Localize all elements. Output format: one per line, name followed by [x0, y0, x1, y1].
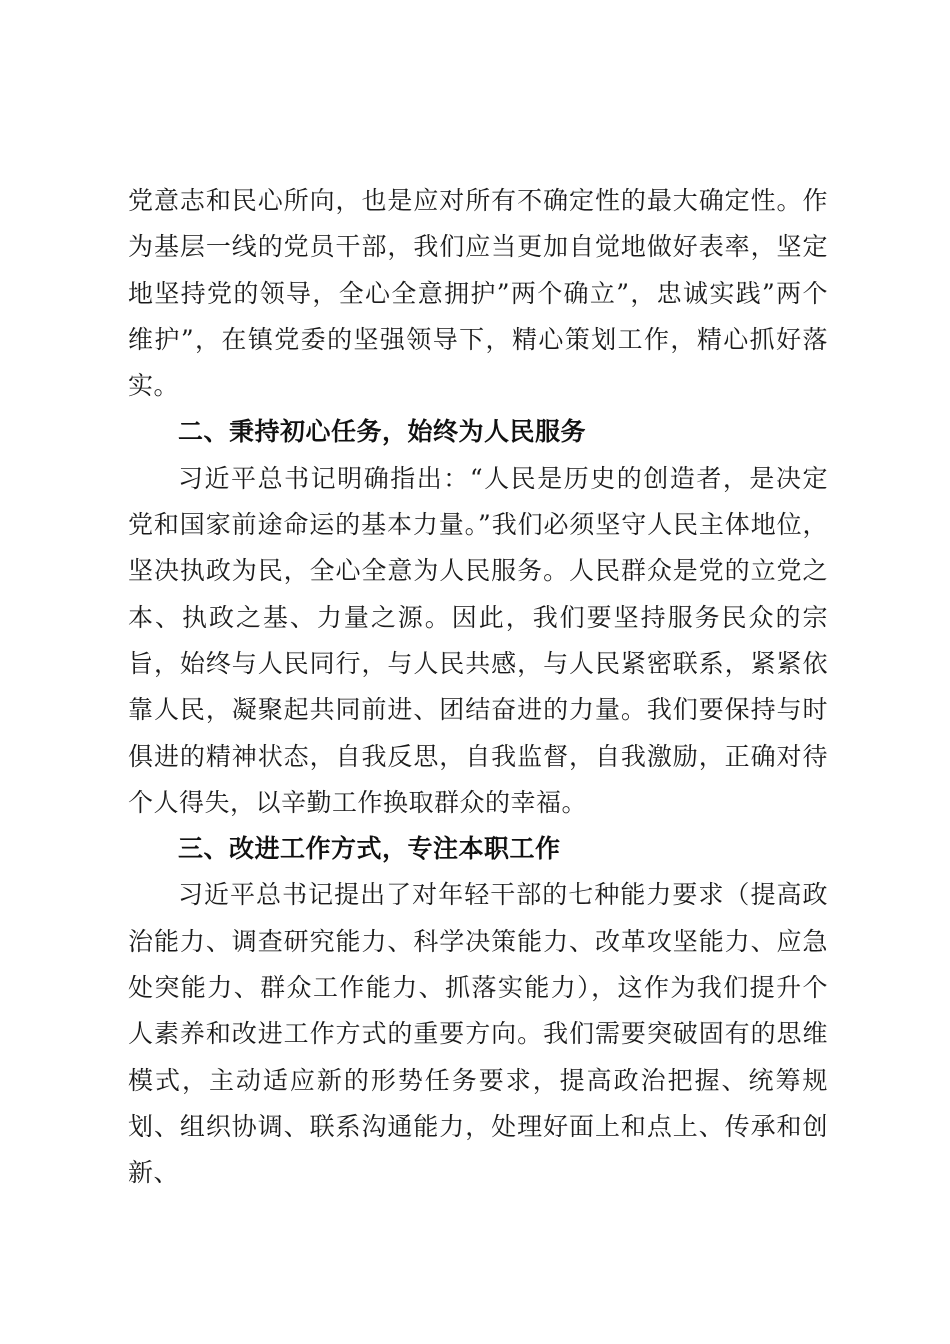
- paragraph-section-3: 习近平总书记提出了对年轻干部的七种能力要求（提高政治能力、调查研究能力、科学决策能力、改革攻坚能力、应急处突能力、群众工作能力、抓落实能力），这作为我们提升个人素养和改进工作方式的重要方向。我们需要突破固有的思维模式，主动适应新的形势任务要求，提高政治把握、统筹规划、组织协调、联系沟通能力，处理好面上和点上、传承和创新、: [128, 880, 828, 1188]
- paragraph-continued: 党意志和民心所向，也是应对所有不确定性的最大确定性。作为基层一线的党员干部，我们应当更加自觉地做好表率，坚定地坚持党的领导，全心全意拥护”两个确立”，忠诚实践”两个维护”，在镇党委的坚强领导下，精心策划工作，精心抓好落实。: [128, 186, 828, 401]
- section-heading-3: 三、改进工作方式，专注本职工作: [178, 834, 561, 864]
- paragraph-section-2: 习近平总书记明确指出：“人民是历史的创造者，是决定党和国家前途命运的基本力量。”我们必须坚守人民主体地位，坚决执政为民，全心全意为人民服务。人民群众是党的立党之本、执政之基、力量之源。因此，我们要坚持服务民众的宗旨，始终与人民同行，与人民共感，与人民紧密联系，紧紧依靠人民，凝聚起共同前进、团结奋进的力量。我们要保持与时俱进的精神状态，自我反思，自我监督，自我激励，正确对待个人得失，以辛勤工作换取群众的幸福。: [128, 463, 828, 817]
- section-heading-2: 二、秉持初心任务，始终为人民服务: [178, 417, 587, 447]
- document-body: [128, 178, 828, 1197]
